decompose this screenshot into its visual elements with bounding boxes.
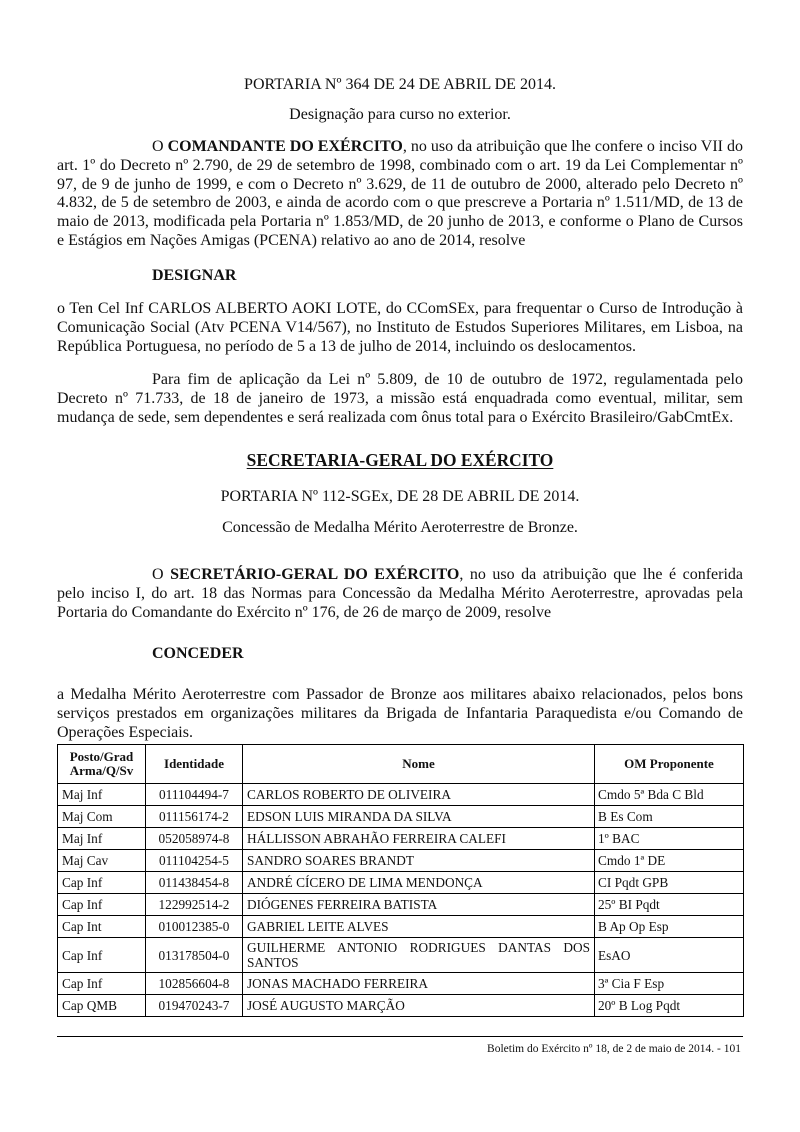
cell-posto: Cap Inf <box>58 872 146 894</box>
legal-note-paragraph: Para fim de aplicação da Lei nº 5.809, de 10 de outubro de 1972, regulamentada pelo Decreto nº 71.733, de 18 de janeiro de 1973, a missão está enquadrada como eventual, militar, sem mudança de sede, sem dependentes e será realizada com ônus total para o Exército Brasileiro/GabCmtEx. <box>57 371 743 426</box>
cell-identidade: 052058974-8 <box>146 828 243 850</box>
medal-recipients-table <box>57 744 744 1017</box>
footer-bulletin-reference: Boletim do Exército nº 18, de 2 de maio de 2014. - 101 <box>487 1043 741 1055</box>
portaria-364-title: PORTARIA Nº 364 DE 24 DE ABRIL DE 2014. <box>244 76 556 93</box>
cell-identidade: 010012385-0 <box>146 916 243 938</box>
cell-identidade: 102856604-8 <box>146 973 243 995</box>
table-row <box>58 872 744 894</box>
designation-paragraph: o Ten Cel Inf CARLOS ALBERTO AOKI LOTE, do CComSEx, para frequentar o Curso de Introdução à Comunicação Social (Atv PCENA V14/567), no Instituto de Estudos Superiores Militares, em Lisboa, na República Portuguesa, no período de 5 a 13 de julho de 2014, incluindo os deslocamentos. <box>57 300 743 355</box>
cell-posto: Cap Inf <box>58 894 146 916</box>
cell-nome: HÁLLISSON ABRAHÃO FERREIRA CALEFI <box>243 828 595 850</box>
cell-identidade: 013178504-0 <box>146 938 243 973</box>
cell-om: Cmdo 1ª DE <box>595 850 744 872</box>
header-nome: Nome <box>243 745 595 784</box>
preamble-text: , no uso da atribuição que lhe é conferida pelo inciso I, do art. 18 das Normas para Concessão da Medalha Mérito Aeroterrestre, aprovadas pela Portaria do Comandante do Exército nº 176, de 26 de março de 2009, resolve <box>57 566 744 621</box>
table-row <box>58 973 744 995</box>
cell-om: B Es Com <box>595 806 744 828</box>
cell-posto: Cap QMB <box>58 995 146 1017</box>
cell-posto: Cap Inf <box>58 938 146 973</box>
cell-om: B Ap Op Esp <box>595 916 744 938</box>
cell-posto: Maj Inf <box>58 784 146 806</box>
cell-posto: Cap Inf <box>58 973 146 995</box>
header-identidade: Identidade <box>146 745 243 784</box>
cell-nome: SANDRO SOARES BRANDT <box>243 850 595 872</box>
cell-identidade: 019470243-7 <box>146 995 243 1017</box>
preamble-lead: O <box>152 566 171 583</box>
preamble-lead: O <box>152 138 168 155</box>
table-row <box>58 938 744 973</box>
cell-identidade: 011156174-2 <box>146 806 243 828</box>
cell-identidade: 011104254-5 <box>146 850 243 872</box>
cell-nome: GUILHERME ANTONIO RODRIGUES DANTAS DOS SANTOS <box>243 938 595 973</box>
cell-om: 25º BI Pqdt <box>595 894 744 916</box>
preamble-text: , no uso da atribuição que lhe confere o inciso VII do art. 1º do Decreto nº 2.790, de 29 de setembro de 1998, combinado com o art. 19 da Lei Complementar nº 97, de 9 de junho de 1999, e com o Decreto nº 3.629, de 11 de outubro de 2000, alterado pelo Decreto nº 4.832, de 5 de setembro de 2003, e ainda de acordo com o que prescreve a Portaria nº 1.511/MD, de 13 de maio de 2013, modificada pela Portaria nº 1.853/MD, de 20 junho de 2013, e conforme o Plano de Cursos e Estágios em Nações Amigas (PCENA) relativo ao ano de 2014, resolve <box>57 138 743 249</box>
cell-identidade: 011438454-8 <box>146 872 243 894</box>
cell-nome: EDSON LUIS MIRANDA DA SILVA <box>243 806 595 828</box>
table-row <box>58 806 744 828</box>
header-posto-line1: Posto/Grad <box>69 749 134 764</box>
cell-nome: JOSÉ AUGUSTO MARÇÃO <box>243 995 595 1017</box>
footer-divider <box>57 1036 743 1037</box>
cell-nome: ANDRÉ CÍCERO DE LIMA MENDONÇA <box>243 872 595 894</box>
cell-nome: GABRIEL LEITE ALVES <box>243 916 595 938</box>
cell-posto: Cap Int <box>58 916 146 938</box>
preamble-authority: COMANDANTE DO EXÉRCITO <box>167 138 403 155</box>
table-row <box>58 850 744 872</box>
header-posto <box>58 745 146 784</box>
header-posto-line2: Arma/Q/Sv <box>69 763 134 778</box>
cell-om: Cmdo 5ª Bda C Bld <box>595 784 744 806</box>
grant-paragraph: a Medalha Mérito Aeroterrestre com Passador de Bronze aos militares abaixo relacionados, pelos bons serviços prestados em organizações militares da Brigada de Infantaria Paraquedista e/ou Comando de Operações Especiais. <box>57 686 743 741</box>
table-row <box>58 784 744 806</box>
cell-om: 1º BAC <box>595 828 744 850</box>
cell-identidade: 011104494-7 <box>146 784 243 806</box>
portaria-112-subject: Concessão de Medalha Mérito Aeroterrestre de Bronze. <box>222 519 578 536</box>
cell-identidade: 122992514-2 <box>146 894 243 916</box>
table-row <box>58 995 744 1017</box>
portaria-112-preamble <box>57 566 743 622</box>
portaria-364-subject: Designação para curso no exterior. <box>289 106 511 123</box>
cell-om: 3ª Cia F Esp <box>595 973 744 995</box>
cell-nome: JONAS MACHADO FERREIRA <box>243 973 595 995</box>
cell-posto: Maj Cav <box>58 850 146 872</box>
cell-posto: Maj Inf <box>58 828 146 850</box>
header-om: OM Proponente <box>595 745 744 784</box>
cell-om: CI Pqdt GPB <box>595 872 744 894</box>
table-row <box>58 894 744 916</box>
table-row <box>58 916 744 938</box>
portaria-364-preamble <box>57 138 743 251</box>
action-designar: DESIGNAR <box>152 267 237 284</box>
cell-om: 20º B Log Pqdt <box>595 995 744 1017</box>
portaria-112-title: PORTARIA Nº 112-SGEx, DE 28 DE ABRIL DE 2014. <box>220 488 580 505</box>
cell-posto: Maj Com <box>58 806 146 828</box>
table-header-row <box>58 745 744 784</box>
section-heading: SECRETARIA-GERAL DO EXÉRCITO <box>246 450 554 470</box>
cell-nome: DIÓGENES FERREIRA BATISTA <box>243 894 595 916</box>
cell-om: EsAO <box>595 938 744 973</box>
action-conceder: CONCEDER <box>152 645 244 662</box>
preamble-authority: SECRETÁRIO-GERAL DO EXÉRCITO <box>170 566 460 583</box>
table-row <box>58 828 744 850</box>
cell-nome: CARLOS ROBERTO DE OLIVEIRA <box>243 784 595 806</box>
